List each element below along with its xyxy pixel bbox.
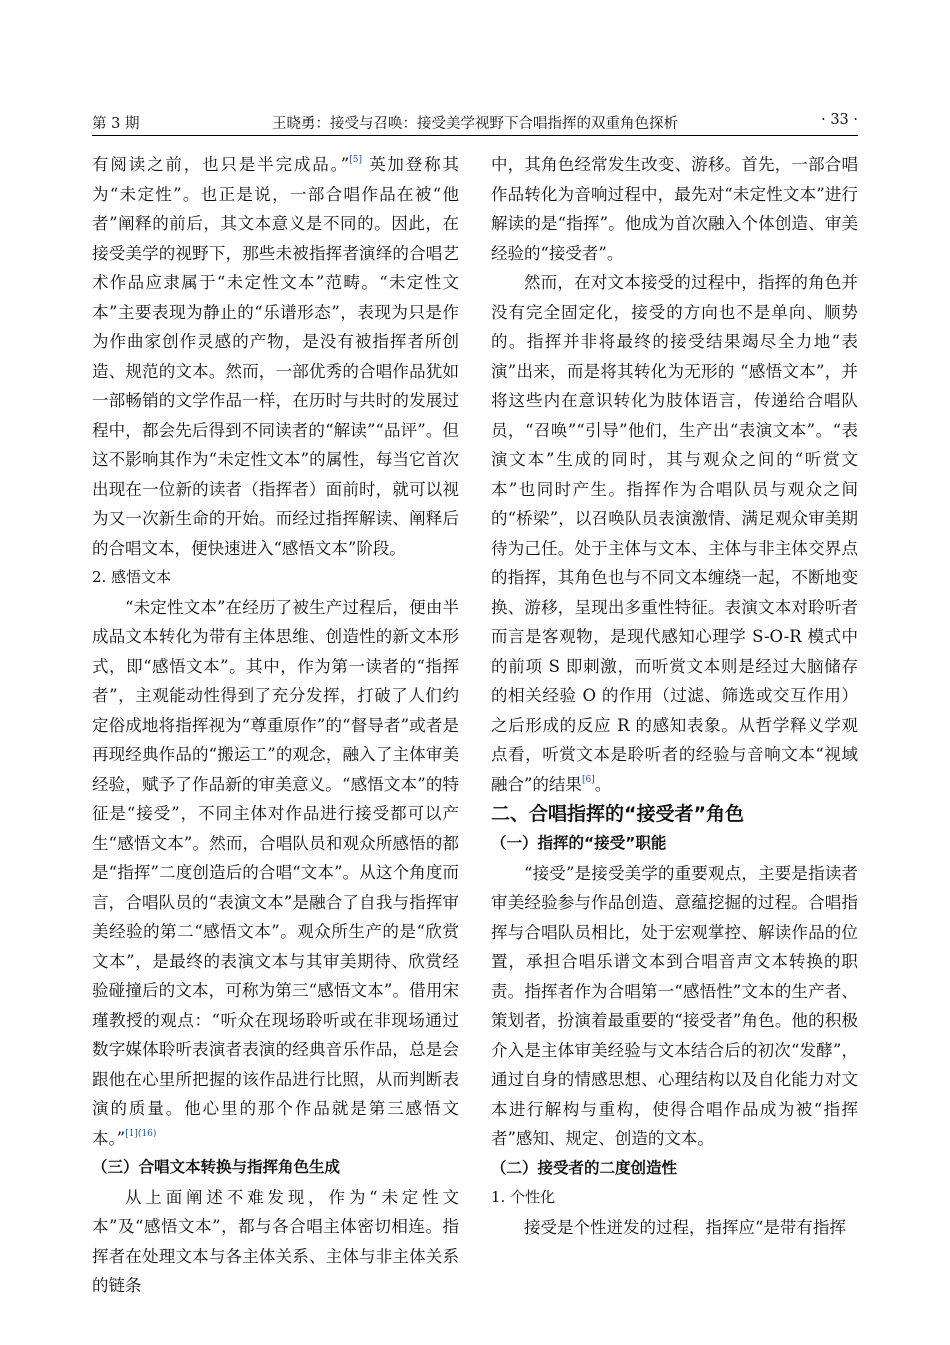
right-column	[491, 150, 858, 1242]
citation-link[interactable]: [1](16)	[125, 1128, 157, 1139]
page-number: · 33 ·	[821, 112, 858, 128]
header-rule	[92, 135, 858, 136]
left-column	[92, 150, 459, 1301]
paragraph: “未定性文本”在经历了被生产过程后，便由半成品文本转化为带有主体思维、创造性的新文本形式，即“感悟文本”。其中，作为第一读者的“指挥者”，主观能动性得到了充分发挥，打破了人们约定俗成地将指挥视为“尊重原作”的“督导者”或者是再现经典作品的“搬运工”的观念，融入了主体审美经验，赋予了作品新的审美意义。“感悟文本”的特征是“接受”，不同主体对作品进行接受都可以产生“感悟文本”。然而，合唱队员和观众所感悟的都是“指挥”二度创造后的合唱“文本”。从这个角度而言，合唱队员的“表演文本”是融合了自我与指挥审美经验的第二“感悟文本”。观众所生产的是“欣赏文本”，是最终的表演文本与其审美期待、欣赏经验碰撞后的文本，可称为第三“感悟文本”。借用宋瑾教授的观点：“听众在现场聆听或在非现场通过数字媒体聆听表演者表演的经典音乐作品，总是会跟他在心里所把握的该作品进行比照，从而判断表演的质量。他心里的那个作品就是第三感悟文本。”$^{[1](16)}$	[92, 597, 459, 1148]
section-heading: （三）合唱文本转换与指挥角色生成	[92, 1158, 341, 1176]
citation-link[interactable]: [5]	[349, 155, 362, 165]
running-title: 王晓勇：接受与召唤：接受美学视野下合唱指挥的双重角色探析	[272, 116, 678, 132]
section-heading: （二）接受者的二度创造性	[491, 1158, 678, 1177]
paragraph: 然而，在对文本接受的过程中，指挥的角色并没有完全固定化，接受的方向也不是单向、顺势的。指挥并非将最终的接受结果竭尽全力地“表演”出来，而是将其转化为无形的 “感悟文本”，并将这些内在意识转化为肢体语言，传递给合唱队员，“召唤”“引导”他们，生产出“表演文本”。“表演文本”生成的同时，其与观众之间的“听赏文本”也同时产生。指挥作为合唱队员与观众之间的“桥梁”，以召唤队员表演激情、满足观众审美期待为己任。处于主体与文本、主体与非主体交界点的指挥，其角色也与不同文本缠绕一起，不断地变换、游移，呈现出多重性特征。表演文本对聆听者而言是客观物，是现代感知心理学 S-O-R 模式中的前项 S 即刺激，而听赏文本则是经过大脑储存的相关经验 O 的作用（过滤、筛选或交互作用）之后形成的反应 R 的感知表象。从哲学释义学观点看，听赏文本是聆听者的经验与音响文本“视域融合”的结果[6]。	[491, 273, 858, 794]
paragraph: 接受是个性迸发的过程，指挥应“是带有指挥	[524, 1217, 846, 1237]
issue-number: 第 3 期	[92, 116, 140, 132]
section-heading: （一）指挥的“接受”职能	[491, 834, 667, 852]
paragraph: 中，其角色经常发生改变、游移。首先，一部合唱作品转化为音响过程中，最先对“未定性文本”进行解读的是“指挥”。他成为首次融入个体创造、审美经验的“接受者”。	[491, 155, 858, 263]
subsection-label: 1. 个性化	[491, 1188, 556, 1206]
paragraph: 从上面阐述不难发现，作为“未定性文本”及“感悟文本”，都与各合唱主体密切相连。指挥者在处理文本与各主体关系、主体与非主体关系的链条	[92, 1187, 459, 1295]
subsection-label: 2. 感悟文本	[92, 568, 172, 586]
citation-link[interactable]: [6]	[581, 774, 595, 785]
running-header	[92, 104, 858, 134]
paragraph: “接受”是接受美学的重要观点，主要是指读者审美经验参与作品创造、意蕴挖掘的过程。合唱指挥与合唱队员相比，处于宏观掌控、解读作品的位置，承担合唱乐谱文本到合唱音声文本转换的职责。指挥者作为合唱第一“感悟性”文本的生产者、策划者，扮演着最重要的“接受者”角色。他的积极介入是主体审美经验与文本结合后的初次“发酵”，通过自身的情感思想、心理结构以及自化能力对文本进行解构与重构，使得合唱作品成为被“指挥者”感知、规定、创造的文本。	[491, 863, 858, 1148]
paragraph: 有阅读之前，也只是半完成品。”[5] 英加登称其为“未定性”。也正是说，一部合唱作品在被“他者”阐释的前后，其文本意义是不同的。因此，在接受美学的视野下，那些未被指挥者演绎的合唱艺术作品应隶属于“未定性文本”范畴。“未定性文本”主要表现为静止的“乐谱形态”，表现为只是作为作曲家创作灵感的产物，是没有被指挥者所创造、规范的文本。然而，一部优秀的合唱作品犹如一部畅销的文学作品一样，在历时与共时的发展过程中，都会先后得到不同读者的“解读”“品评”。但这不影响其作为“未定性文本”的属性，每当它首次出现在一位新的读者（指挥者）面前时，就可以视为又一次新生命的开始。而经过指挥解读、阐释后的合唱文本，便快速进入“感悟文本”阶段。	[92, 155, 460, 558]
chapter-heading: 二、合唱指挥的“接受者”角色	[491, 803, 744, 825]
